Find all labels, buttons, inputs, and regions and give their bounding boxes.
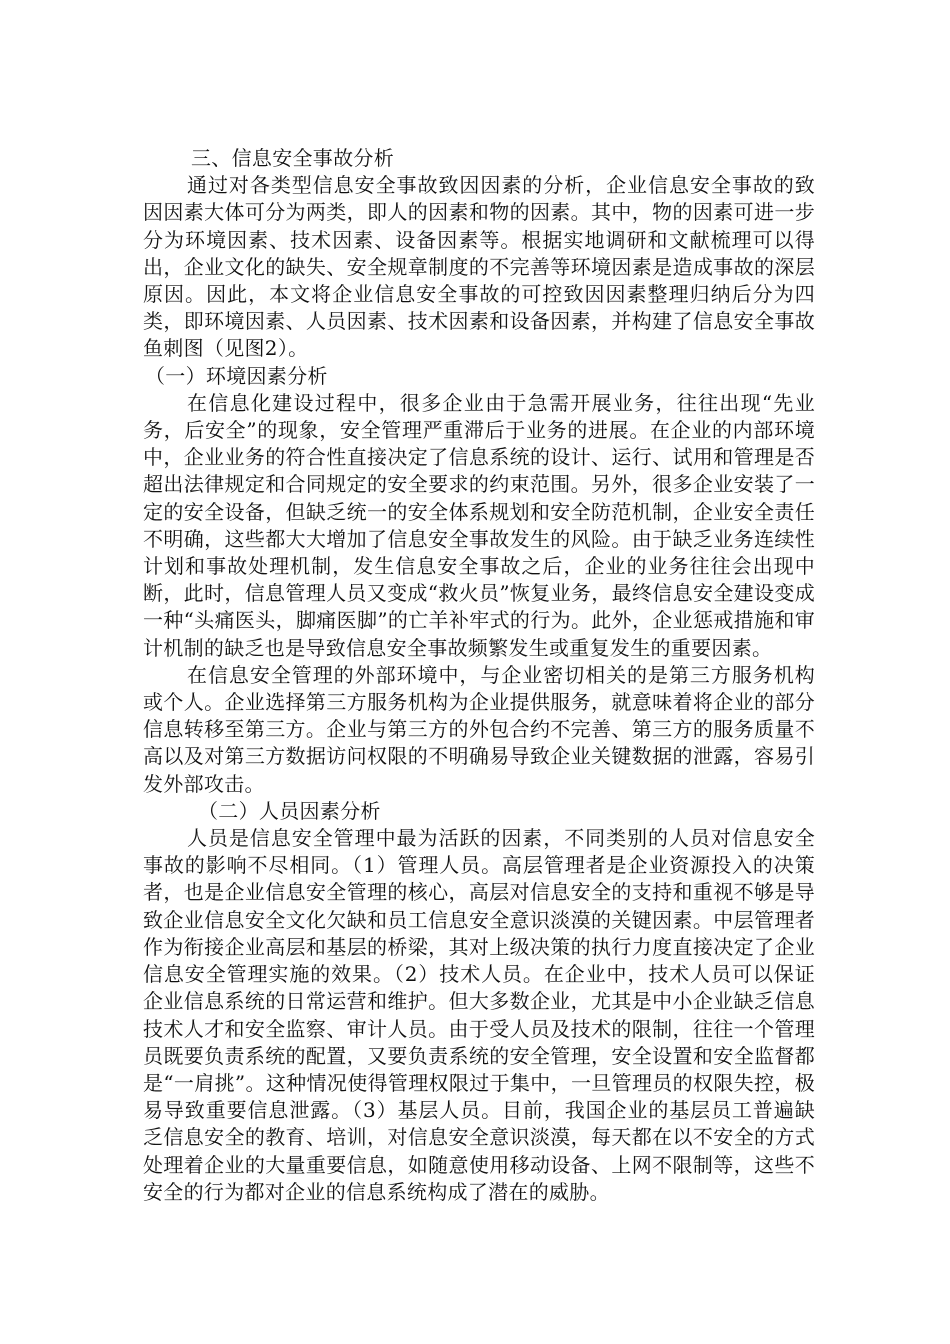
section-heading: 三、信息安全事故分析 [191,146,394,170]
subheading-environment: （一）环境因素分析 [145,363,328,388]
environment-paragraph-internal: 在信息化建设过程中，很多企业由于急需开展业务，往往出现“先业务，后安全”的现象，安全管理严重滞后于业务的进展。在企业的内部环境中，企业业务的符合性直接决定了信息系统的设计、运行、试用和管理是否超出法律规定和合同规定的安全要求的约束范围。另外，很多企业安装了一定的安全设备，但缺乏统一的安全体系规划和安全防范机制，企业安全责任不明确，这些都大大增加了信息安全事故发生的风险。由于缺乏业务连续性计划和事故处理机制，发生信息安全事故之后，企业的业务往往会出现中断，此时，信息管理人员又变成“救火员”恢复业务，最终信息安全建设变成一种“头痛医头，脚痛医脚”的亡羊补牢式的行为。此外，企业惩戒措施和审计机制的缺乏也是导致信息安全事故频繁发生或重复发生的重要因素。 [143,390,815,660]
document-body [143,145,815,1206]
environment-paragraph-external: 在信息安全管理的外部环境中，与企业密切相关的是第三方服务机构或个人。企业选择第三方服务机构为企业提供服务，就意味着将企业的部分信息转移至第三方。企业与第三方的外包合约不完善、第三方的服务质量不高以及对第三方数据访问权限的不明确易导致企业关键数据的泄露，容易引发外部攻击。 [143,662,815,796]
intro-paragraph: 通过对各类型信息安全事故致因因素的分析，企业信息安全事故的致因因素大体可分为两类，即人的因素和物的因素。其中，物的因素可进一步分为环境因素、技术因素、设备因素等。根据实地调研和文献梳理可以得出，企业文化的缺失、安全规章制度的不完善等环境因素是造成事故的深层原因。因此，本文将企业信息安全事故的可控致因因素整理归纳后分为四类，即环境因素、人员因素、技术因素和设备因素，并构建了信息安全事故鱼刺图（见图2）。 [143,173,815,361]
subheading-personnel: （二）人员因素分析 [198,798,381,823]
personnel-paragraph: 人员是信息安全管理中最为活跃的因素，不同类别的人员对信息安全事故的影响不尽相同。（1）管理人员。高层管理者是企业资源投入的决策者，也是企业信息安全管理的核心，高层对信息安全的支持和重视不够是导致企业信息安全文化欠缺和员工信息安全意识淡漠的关键因素。中层管理者作为衔接企业高层和基层的桥梁，其对上级决策的执行力度直接决定了企业信息安全管理实施的效果。（2）技术人员。在企业中，技术人员可以保证企业信息系统的日常运营和维护。但大多数企业，尤其是中小企业缺乏信息技术人才和安全监察、审计人员。由于受人员及技术的限制，往往一个管理员既要负责系统的配置，又要负责系统的安全管理，安全设置和安全监督都是“一肩挑”。这种情况使得管理权限过于集中，一旦管理员的权限失控，极易导致重要信息泄露。（3）基层人员。目前，我国企业的基层员工普遍缺乏信息安全的教育、培训，对信息安全意识淡漠，每天都在以不安全的方式处理着企业的大量重要信息，如随意使用移动设备、上网不限制等，这些不安全的行为都对企业的信息系统构成了潜在的威胁。 [143,826,815,1204]
